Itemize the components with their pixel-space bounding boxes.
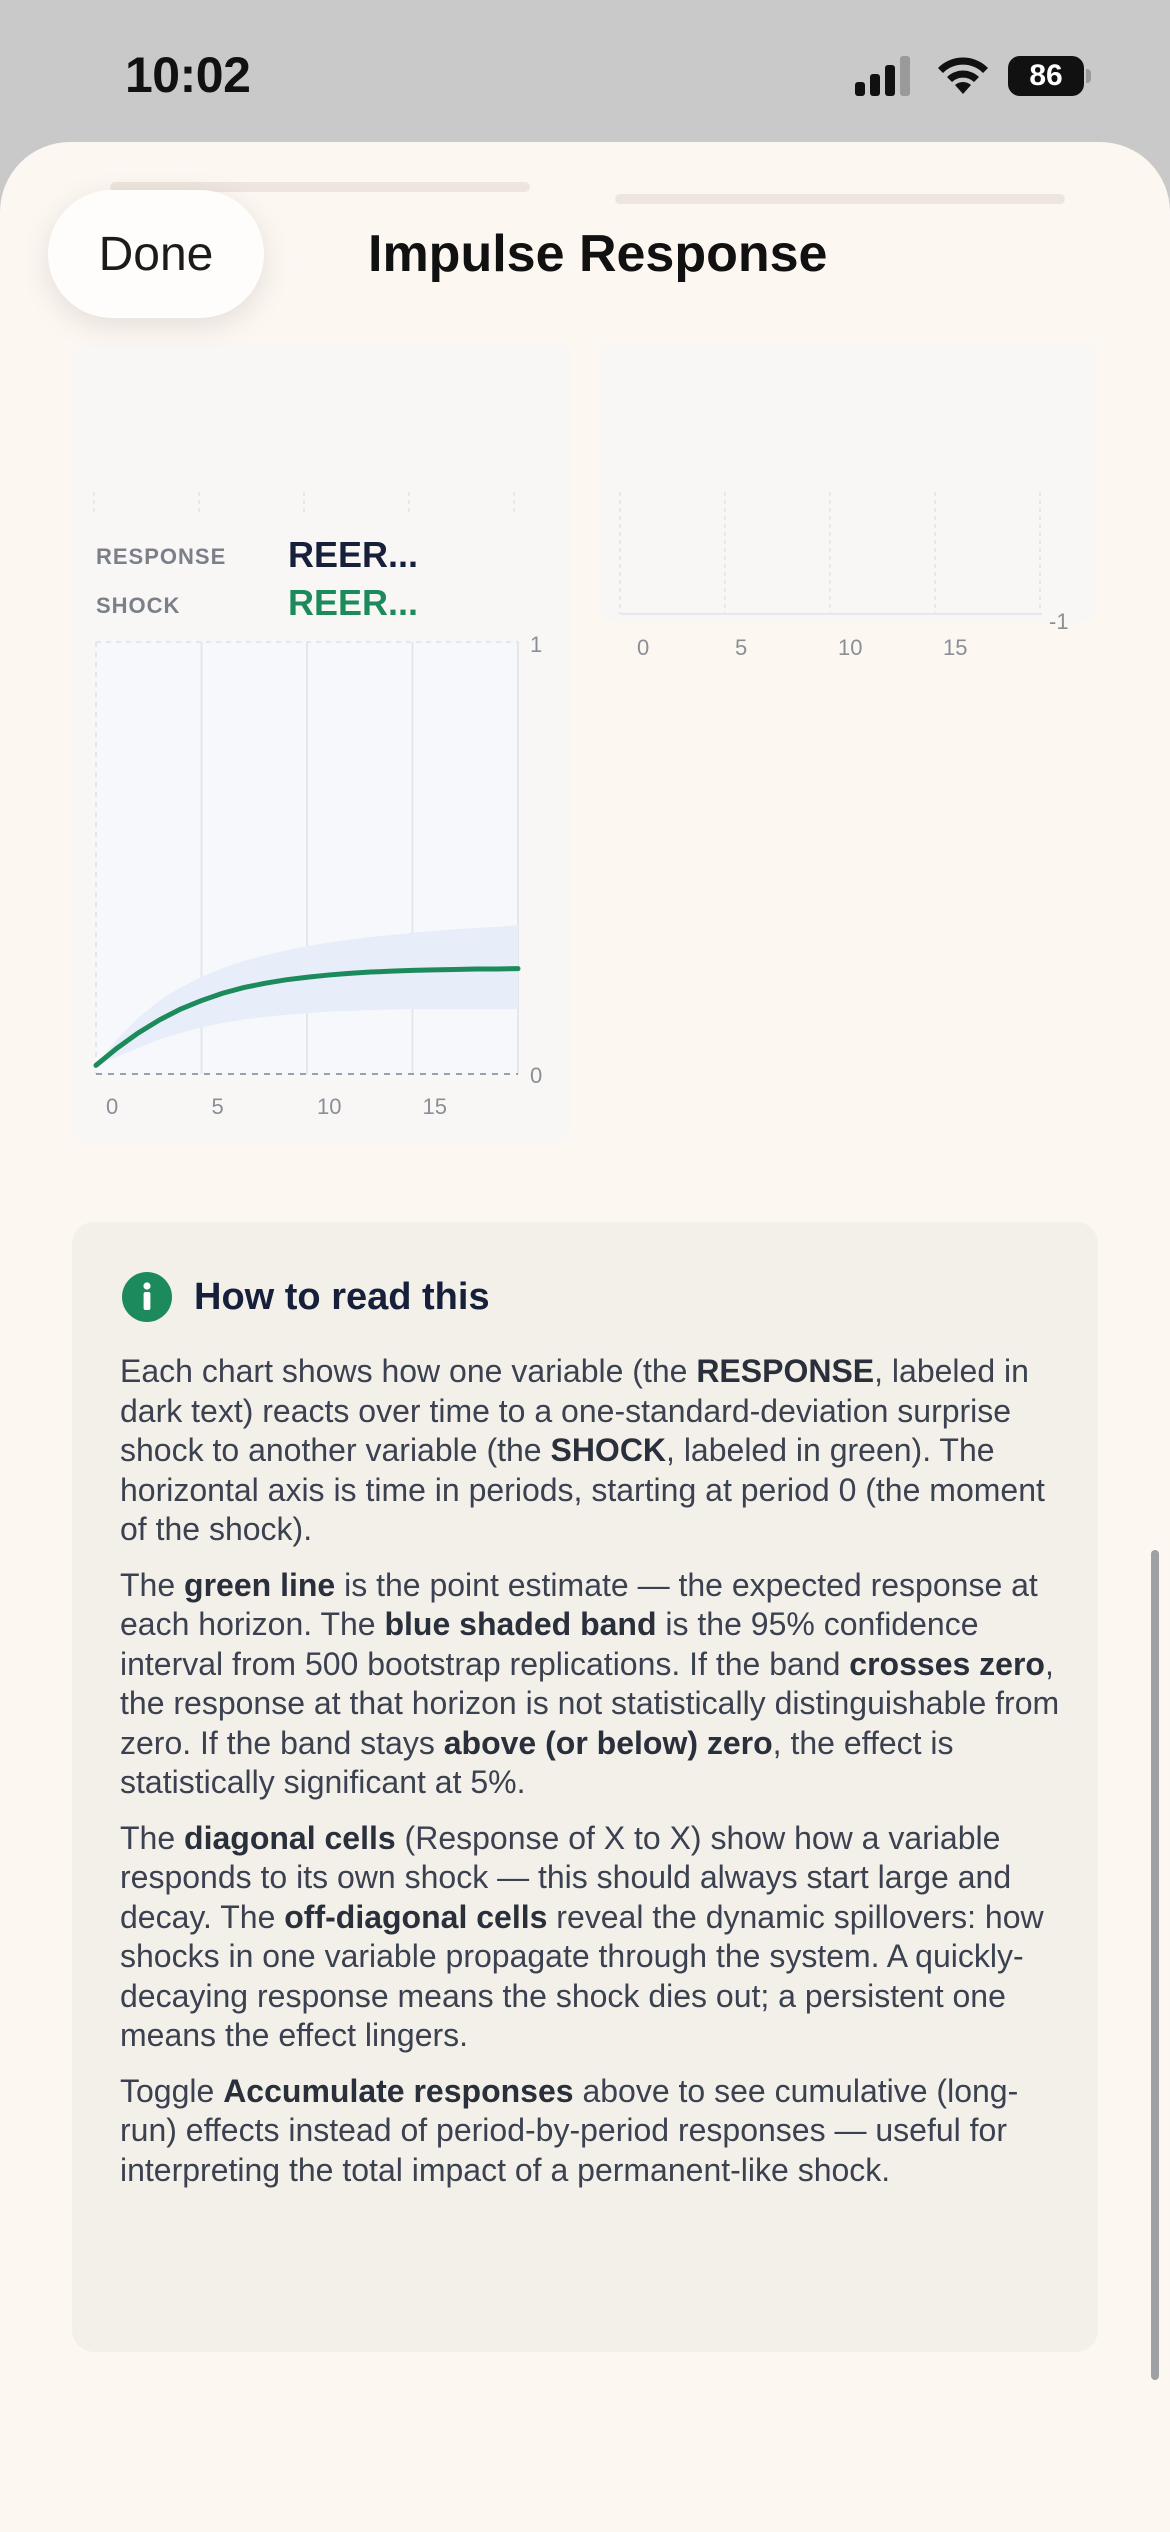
x-tick: 5 [211, 1094, 224, 1119]
x-tick: 0 [106, 1094, 119, 1119]
chart-card-reer-reer[interactable] [72, 514, 572, 1144]
status-time: 10:02 [125, 47, 251, 103]
shock-value: REER... [288, 582, 419, 623]
done-button[interactable]: Done [48, 190, 264, 318]
how-to-read-title: How to read this [194, 1275, 490, 1318]
how-to-read-header [122, 1272, 490, 1322]
wifi-icon [935, 54, 991, 96]
how-to-read-panel [72, 1222, 1098, 2352]
x-tick: 15 [422, 1094, 447, 1119]
y-tick: 1 [530, 632, 543, 657]
cellular-signal-icon [855, 56, 915, 96]
impulse-response-sheet [0, 142, 1170, 2532]
x-tick: 15 [943, 635, 968, 660]
info-icon [122, 1272, 172, 1322]
x-tick: 5 [735, 635, 748, 660]
x-tick: 0 [637, 635, 650, 660]
y-tick-min: -1 [1049, 609, 1069, 634]
battery-icon [1008, 56, 1088, 96]
how-to-read-body [120, 1352, 1060, 2206]
scrollbar[interactable] [1151, 1550, 1159, 2380]
y-tick: 0 [530, 1063, 543, 1088]
info-paragraph: Toggle Accumulate responses above to see cumulative (long-run) effects instead of period-by-period responses — useful for interpreting the total impact of a permanent-like shock. [120, 2072, 1019, 2188]
sheet-header [0, 142, 1170, 332]
response-label: RESPONSE [96, 544, 227, 569]
status-bar [0, 0, 1170, 150]
shock-label: SHOCK [96, 593, 181, 618]
sheet-title: Impulse Response [368, 225, 828, 283]
chart-card-top-right [598, 342, 1098, 660]
info-paragraph: The green line is the point estimate — the expected response at each horizon. The blue shaded band is the 95% confidence interval from 500 bootstrap replications. If the band crosses zero, the response at that horizon is not statistically distinguishable from zero. If the band stays above (or below) zero, the effect is statistically significant at 5%. [120, 1566, 1060, 1800]
battery-level: 86 [1008, 56, 1084, 96]
impulse-response-chart [72, 514, 572, 1144]
response-value: REER... [288, 534, 419, 575]
info-paragraph: The diagonal cells (Response of X to X) show how a variable responds to its own shock — this should always start large and decay. The off-diagonal cells reveal the dynamic spillovers: how shocks in one variable propagate through the system. A quickly-decaying response means the shock dies out; a persistent one means the effect lingers. [120, 1819, 1044, 2053]
x-tick: 10 [838, 635, 863, 660]
info-paragraph: Each chart shows how one variable (the RESPONSE, labeled in dark text) reacts over time to a one-standard-deviation surprise shock to another variable (the SHOCK, labeled in green). The horizontal axis is time in periods, starting at period 0 (the moment of the shock). [120, 1353, 1045, 1547]
x-tick: 10 [317, 1094, 342, 1119]
